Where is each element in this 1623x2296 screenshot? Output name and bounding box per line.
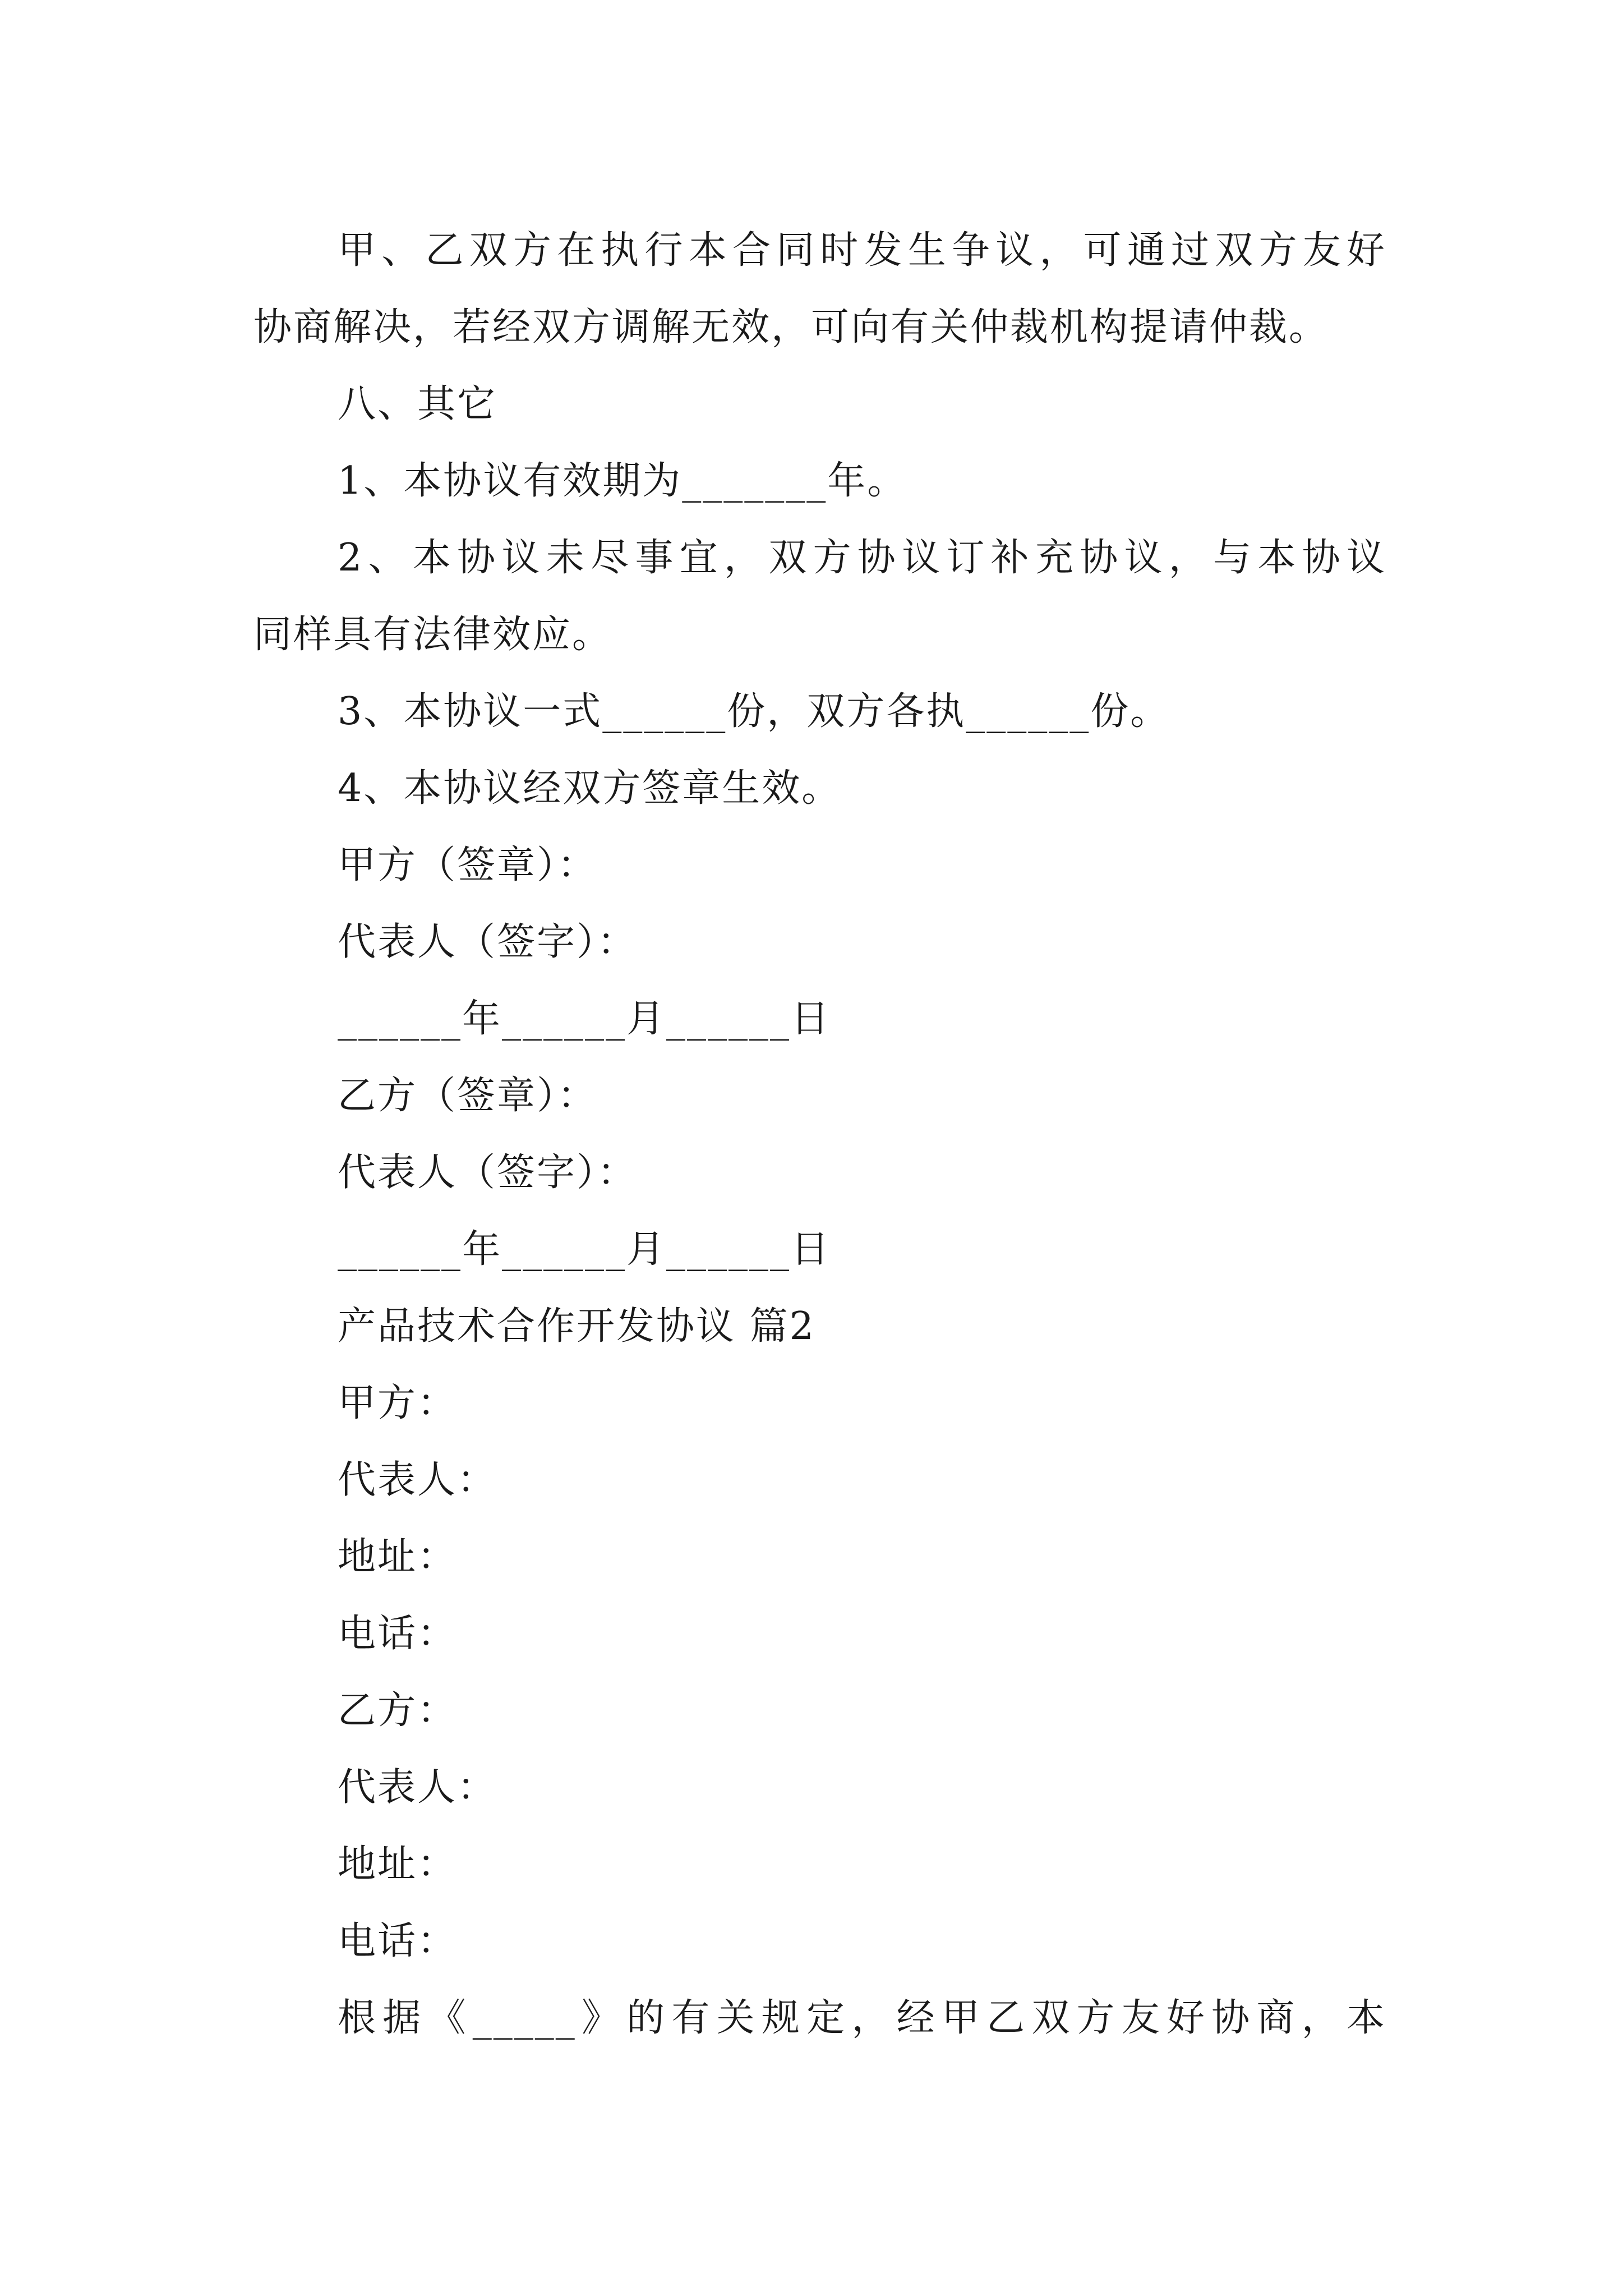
- date-line: ______年______月______日: [338, 997, 831, 1041]
- phone-label: 电话：: [338, 1919, 458, 1963]
- document-body: [253, 212, 1386, 2056]
- clause-line: 4、本协议经双方签章生效。: [338, 766, 842, 811]
- clause-line: 2、本协议未尽事宜，双方协议订补充协议，与本协议: [338, 536, 1386, 580]
- date-line: ______年______月______日: [338, 1227, 831, 1272]
- paragraph-line: 甲、乙双方在执行本合同时发生争议，可通过双方友好: [338, 228, 1386, 273]
- party-b-signature-label: 乙方（签章）：: [338, 1074, 598, 1118]
- representative-signature-label: 代表人（签字）：: [338, 920, 638, 964]
- paragraph-line: 协商解决，若经双方调解无效，可向有关仲裁机构提请仲裁。: [253, 305, 1329, 349]
- section-heading: 八、其它: [338, 382, 497, 426]
- address-label: 地址：: [338, 1535, 458, 1579]
- party-a-signature-label: 甲方（签章）：: [338, 843, 598, 887]
- paragraph-line: 根据《_____》的有关规定，经甲乙双方友好协商，本: [338, 1996, 1386, 2040]
- party-b-label: 乙方：: [338, 1688, 458, 1733]
- clause-line: 3、本协议一式______份，双方各执______份。: [338, 689, 1170, 734]
- address-label: 地址：: [338, 1842, 458, 1887]
- party-a-label: 甲方：: [338, 1381, 458, 1425]
- section-title: 产品技术合作开发协议 篇2: [338, 1304, 815, 1349]
- clause-line: 同样具有法律效应。: [253, 613, 612, 657]
- representative-label: 代表人：: [338, 1458, 497, 1502]
- phone-label: 电话：: [338, 1612, 458, 1656]
- clause-line: 1、本协议有效期为_______年。: [338, 459, 907, 503]
- representative-signature-label: 代表人（签字）：: [338, 1151, 638, 1195]
- representative-label: 代表人：: [338, 1765, 497, 1810]
